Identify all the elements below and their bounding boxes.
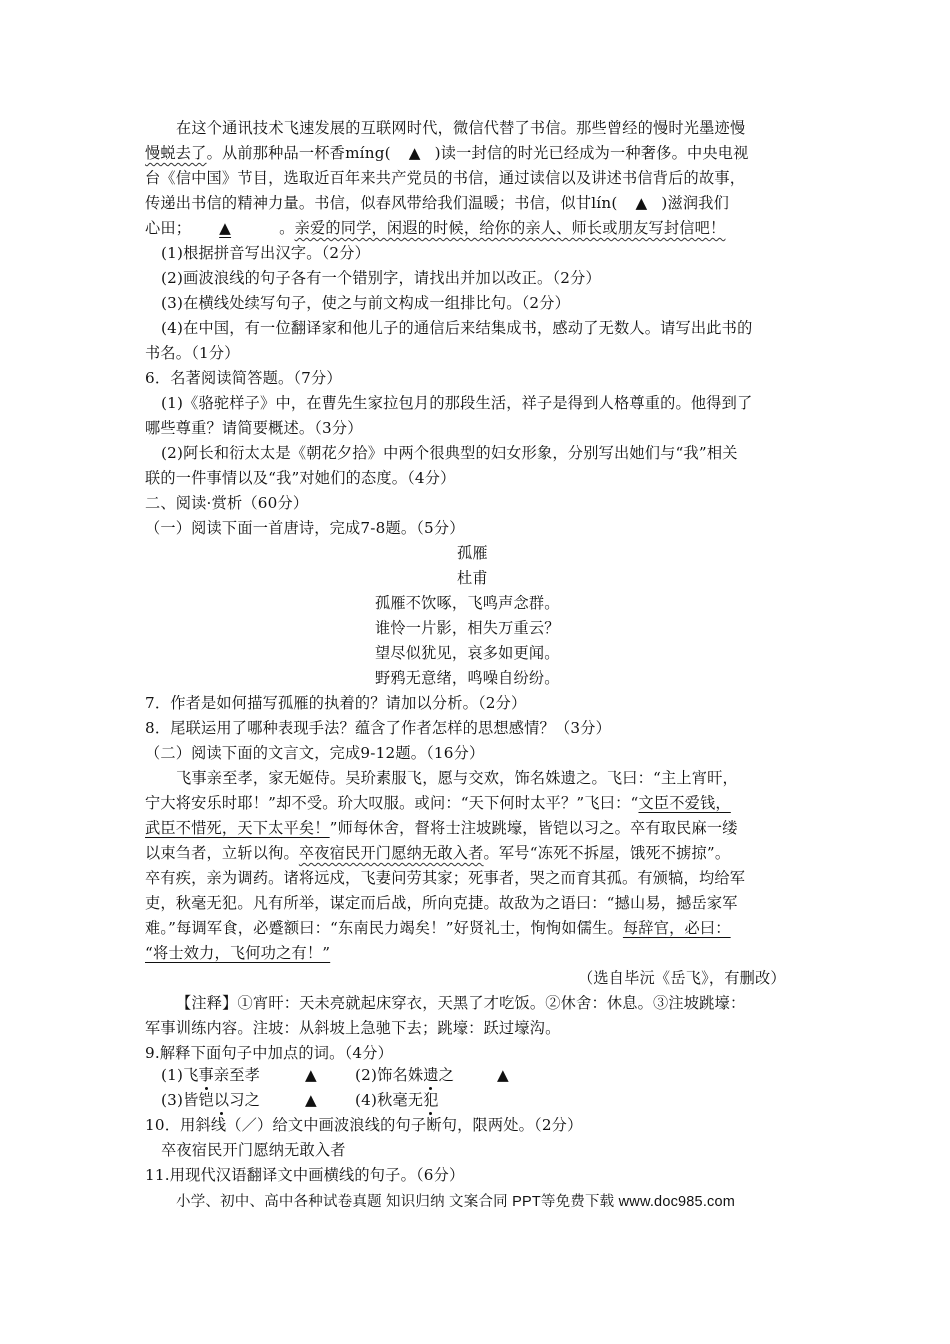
dotted-word: 遗 — [423, 1066, 439, 1084]
q9-item-text: 习之 — [229, 1091, 261, 1109]
q5-item-4: (4)在中国，有一位翻译家和他儿子的通信后来结集成书，感动了无数人。请写出此书的 — [161, 319, 753, 337]
passage-text: 难。”每调军食，必蹙额曰：“东南民力竭矣！”好贤礼士，恂恂如儒生。 — [145, 919, 623, 937]
q10-sentence: 卒夜宿民开门愿纳无敢入者 — [161, 1141, 346, 1159]
pinyin-lin: lín( — [591, 194, 618, 212]
passage-line-2 — [145, 793, 731, 813]
intro-text: 台《信中国》节目，选取近百年来共产党员的书信，通过读信以及讲述书信背后的故事， — [145, 169, 746, 187]
q9-triangle: ▲ — [305, 1066, 317, 1084]
intro-line-4 — [145, 193, 729, 213]
answer-blank-triangle: ▲ — [219, 219, 232, 237]
passage-line-8 — [145, 943, 330, 963]
q7: 7．作者是如何描写孤雁的执着的？请加以分析。（2分） — [145, 694, 527, 712]
wavy-sentence: 卒夜宿民开门愿纳无敢入者 — [298, 844, 484, 862]
q9-row-1b — [355, 1065, 454, 1085]
part2-title: 二、阅读·赏析（60分） — [145, 494, 309, 512]
underlined-sentence-2-cont: “将士效力，飞何功之有！” — [145, 944, 331, 962]
q6-item-2-cont: 联的一件事情以及“我”对她们的态度。（4分） — [145, 469, 456, 487]
underlined-sentence-1-cont: 武臣不惜死，天下太平矣！ — [145, 819, 330, 837]
intro-line-3 — [145, 168, 745, 188]
q9-item-text: 之 — [438, 1066, 455, 1084]
notes-line-2: 军事训练内容。注坡：从斜坡上急驰下去；跳壕：跃过壕沟。 — [145, 1019, 561, 1037]
passage-line-3 — [145, 818, 738, 838]
intro-text: 传递出书信的精神力量。书信，似春风带给我们温暖；书信，似甘 — [145, 194, 592, 212]
dotted-word: 以 — [213, 1091, 230, 1109]
q9-item-text: (4)秋毫无 — [355, 1091, 424, 1109]
answer-blank-triangle: ▲ — [408, 144, 421, 162]
passage-line-6: 吏，秋毫无犯。凡有所举，谋定而后战，所向克捷。故敌为之语曰：“撼山易，撼岳家军 — [145, 894, 738, 912]
q9-triangle: ▲ — [305, 1091, 317, 1109]
dotted-word: 犯 — [423, 1091, 439, 1109]
q9-row-1 — [161, 1065, 260, 1085]
intro-text: 心田； — [145, 219, 192, 237]
intro-text: 。从前那种品一杯香 — [206, 144, 346, 162]
passage-line-1: 飞事亲至孝，家无姬侍。吴玠素服飞，愿与交欢，饰名姝遗之。飞曰：“主上宵旰， — [176, 769, 738, 787]
intro-line-5 — [145, 218, 725, 238]
poem-title: 孤雁 — [457, 544, 488, 562]
q9-item-text: (1)飞 — [161, 1066, 199, 1084]
passage-line-4 — [145, 843, 730, 863]
q6-title: 6．名著阅读简答题。（7分） — [145, 369, 342, 387]
continue-writing-blank — [191, 218, 279, 238]
underlined-sentence-2: 每辞官，必曰： — [622, 919, 731, 937]
q6-item-1: (1)《骆驼样子》中，在曹先生家拉包月的那段生活，祥子是得到人格尊重的。他得到了 — [161, 394, 753, 412]
q8: 8．尾联运用了哪种表现手法？蕴含了作者怎样的思想感情？（3分） — [145, 719, 611, 737]
intro-text: )读一封信的时光已经成为一种奢侈。中央电视 — [434, 144, 749, 162]
q10-title: 10．用斜线（／）给文中画波浪线的句子断句，限两处。（2分） — [145, 1116, 583, 1134]
passage-text: 宁大将安乐时耶！”却不受。玠大叹服。或问：“天下何时太平？”飞曰：“ — [145, 794, 639, 812]
q6-item-2: (2)阿长和衍太太是《朝花夕拾》中两个很典型的妇女形象，分别写出她们与“我”相关 — [161, 444, 738, 462]
poem-author: 杜甫 — [457, 569, 488, 587]
q9-item-text: (3)皆铠 — [161, 1091, 214, 1109]
passage-source: （选自毕沅《岳飞》，有删改） — [578, 969, 786, 987]
dotted-word: 事 — [198, 1066, 214, 1084]
intro-text: 。 — [279, 219, 295, 237]
poem-line-2: 谁怜一片影，相失万重云？ — [375, 619, 560, 637]
q5-item-2: (2)画波浪线的句子各有一个错别字，请找出并加以改正。（2分） — [161, 269, 601, 287]
underlined-sentence-1: 文臣不爱钱， — [638, 794, 731, 812]
answer-blank-triangle: ▲ — [635, 194, 648, 212]
q9-row-2 — [161, 1090, 260, 1110]
passage-line-7 — [145, 918, 731, 938]
notes-line-1: 【注释】①宵旰：天未亮就起床穿衣，天黑了才吃饭。②休舍：休息。③注坡跳壕： — [176, 994, 746, 1012]
footer-banner: 小学、初中、高中各种试卷真题 知识归纳 文案合同 PPT等免费下载 www.doc985.com — [176, 1194, 736, 1210]
intro-line-2 — [145, 143, 749, 163]
poem-line-4: 野鸦无意绪，鸣噪自纷纷。 — [375, 669, 560, 687]
section1-title: （一）阅读下面一首唐诗，完成7-8题。（5分） — [145, 519, 465, 537]
q9-title: 9.解释下面句子中加点的词。（4分） — [145, 1044, 393, 1062]
wavy-phrase-1: 慢蜕去了 — [145, 144, 207, 162]
passage-line-5: 卒有疾，亲为调药。诸将远戍，飞妻问劳其家；死事者，哭之而育其孤。有颁犒，均给军 — [145, 869, 746, 887]
intro-text: 在这个通讯技术飞速发展的互联网时代，微信代替了书信。那些曾经的慢时光墨迹慢 — [176, 119, 746, 137]
q9-item-text: (2)饰名姝 — [355, 1066, 424, 1084]
poem-line-3: 望尽似犹见，哀多如更闻。 — [375, 644, 560, 662]
q5-item-1: (1)根据拼音写出汉字。（2分） — [161, 244, 371, 262]
q9-row-2b — [355, 1090, 439, 1110]
q5-item-3: (3)在横线处续写句子，使之与前文构成一组排比句。（2分） — [161, 294, 571, 312]
passage-text: ”师每休舍，督将士注坡跳壕，皆铠以习之。卒有取民麻一缕 — [329, 819, 738, 837]
passage-text: 。军号“冻死不拆屋，饿死不掳掠”。 — [483, 844, 731, 862]
section2-title: （二）阅读下面的文言文，完成9-12题。（16分） — [145, 744, 485, 762]
q9-item-text: 亲至孝 — [213, 1066, 261, 1084]
passage-text: 以束刍者，立斩以徇。 — [145, 844, 299, 862]
q6-item-1-cont: 哪些尊重？请简要概述。（3分） — [145, 419, 363, 437]
q9-triangle: ▲ — [497, 1066, 509, 1084]
pinyin-ming: míng( — [345, 144, 391, 162]
wavy-phrase-2: 亲爱的同学，闲遐的时候，给你的亲人、师长或朋友写封信吧！ — [294, 219, 726, 237]
intro-line-1 — [176, 118, 745, 138]
intro-text: )滋润我们 — [661, 194, 730, 212]
q11: 11.用现代汉语翻译文中画横线的句子。（6分） — [145, 1166, 465, 1184]
poem-line-1: 孤雁不饮啄，飞鸣声念群。 — [375, 594, 560, 612]
q5-item-4-cont: 书名。（1分） — [145, 344, 240, 362]
